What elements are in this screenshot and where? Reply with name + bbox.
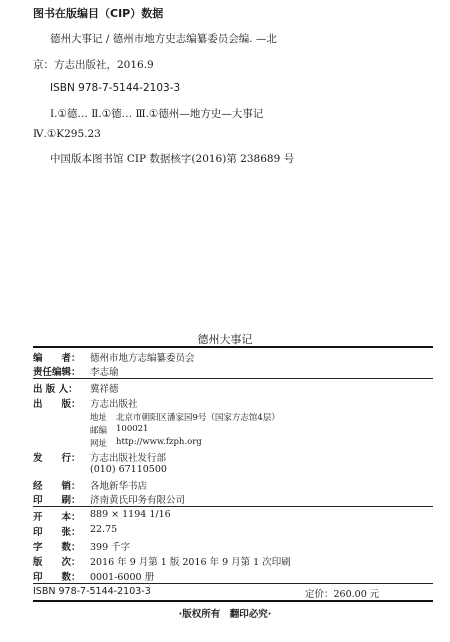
word-count-label: 字 数： xyxy=(33,542,81,553)
edition-value: 2016 年 9 月第 1 版 2016 年 9 月第 1 次印刷 xyxy=(90,557,291,568)
zip-value: 100021 xyxy=(116,424,149,434)
editor-value: 德州市地方志编纂委员会 xyxy=(90,353,195,364)
edition-label: 版 次： xyxy=(33,557,81,568)
price-value: 定价：260.00 元 xyxy=(305,589,380,600)
website-key: 网址 xyxy=(90,439,108,449)
editor-label: 编 者： xyxy=(33,353,81,364)
publisher-person-label: 出 版 人： xyxy=(33,384,78,395)
address-value: 北京市朝阳区潘家园9号（国家方志馆4层） xyxy=(116,413,280,423)
printer-value: 济南黄氏印务有限公司 xyxy=(90,495,186,506)
cip-line-1: 德州大事记 / 德州市地方史志编纂委员会编. —北 xyxy=(50,33,277,45)
divider xyxy=(33,378,433,379)
seller-value: 各地新华书店 xyxy=(90,481,148,492)
website-value: http://www.fzph.org xyxy=(116,437,202,447)
distribution-value: 方志出版社发行部 xyxy=(90,453,167,464)
sheets-label: 印 张： xyxy=(33,527,81,538)
responsible-editor-value: 李志瑜 xyxy=(90,367,119,378)
publisher-person-value: 冀祥德 xyxy=(90,384,119,395)
printer-label: 印 刷： xyxy=(33,495,81,506)
publisher-label: 出 版： xyxy=(33,399,81,410)
phone-value: (010) 67110500 xyxy=(90,464,167,475)
divider xyxy=(33,600,433,602)
cip-heading: 图书在版编目（CIP）数据 xyxy=(33,7,164,20)
print-run-label: 印 数： xyxy=(33,572,81,583)
cip-subjects: Ⅰ.①德… Ⅱ.①德… Ⅲ.①德州—地方史—大事记 xyxy=(50,108,264,120)
divider xyxy=(33,346,433,348)
responsible-editor-label: 责任编辑： xyxy=(33,367,81,378)
cip-isbn: ISBN 978-7-5144-2103-3 xyxy=(50,82,181,94)
publisher-value: 方志出版社 xyxy=(90,399,138,410)
cip-classification: Ⅳ.①K295.23 xyxy=(33,128,101,140)
zip-key: 邮编 xyxy=(90,426,108,436)
colophon-title: 德州大事记 xyxy=(197,333,253,346)
divider xyxy=(33,506,433,507)
print-run-value: 0001-6000 册 xyxy=(90,572,155,583)
distribution-label: 发 行： xyxy=(33,453,81,464)
format-label: 开 本： xyxy=(33,512,81,523)
isbn-value: ISBN 978-7-5144-2103-3 xyxy=(33,586,151,597)
format-value: 889 × 1194 1/16 xyxy=(90,509,171,520)
seller-label: 经 销： xyxy=(33,481,81,492)
cip-line-2: 京：方志出版社，2016.9 xyxy=(33,59,154,71)
sheets-value: 22.75 xyxy=(90,524,118,535)
copyright-notice: ·版权所有 翻印必究· xyxy=(178,609,272,620)
address-key: 地址 xyxy=(90,413,108,423)
divider xyxy=(33,583,433,584)
word-count-value: 399 千字 xyxy=(90,542,131,553)
cip-record-number: 中国版本图书馆 CIP 数据核字(2016)第 238689 号 xyxy=(50,153,295,165)
